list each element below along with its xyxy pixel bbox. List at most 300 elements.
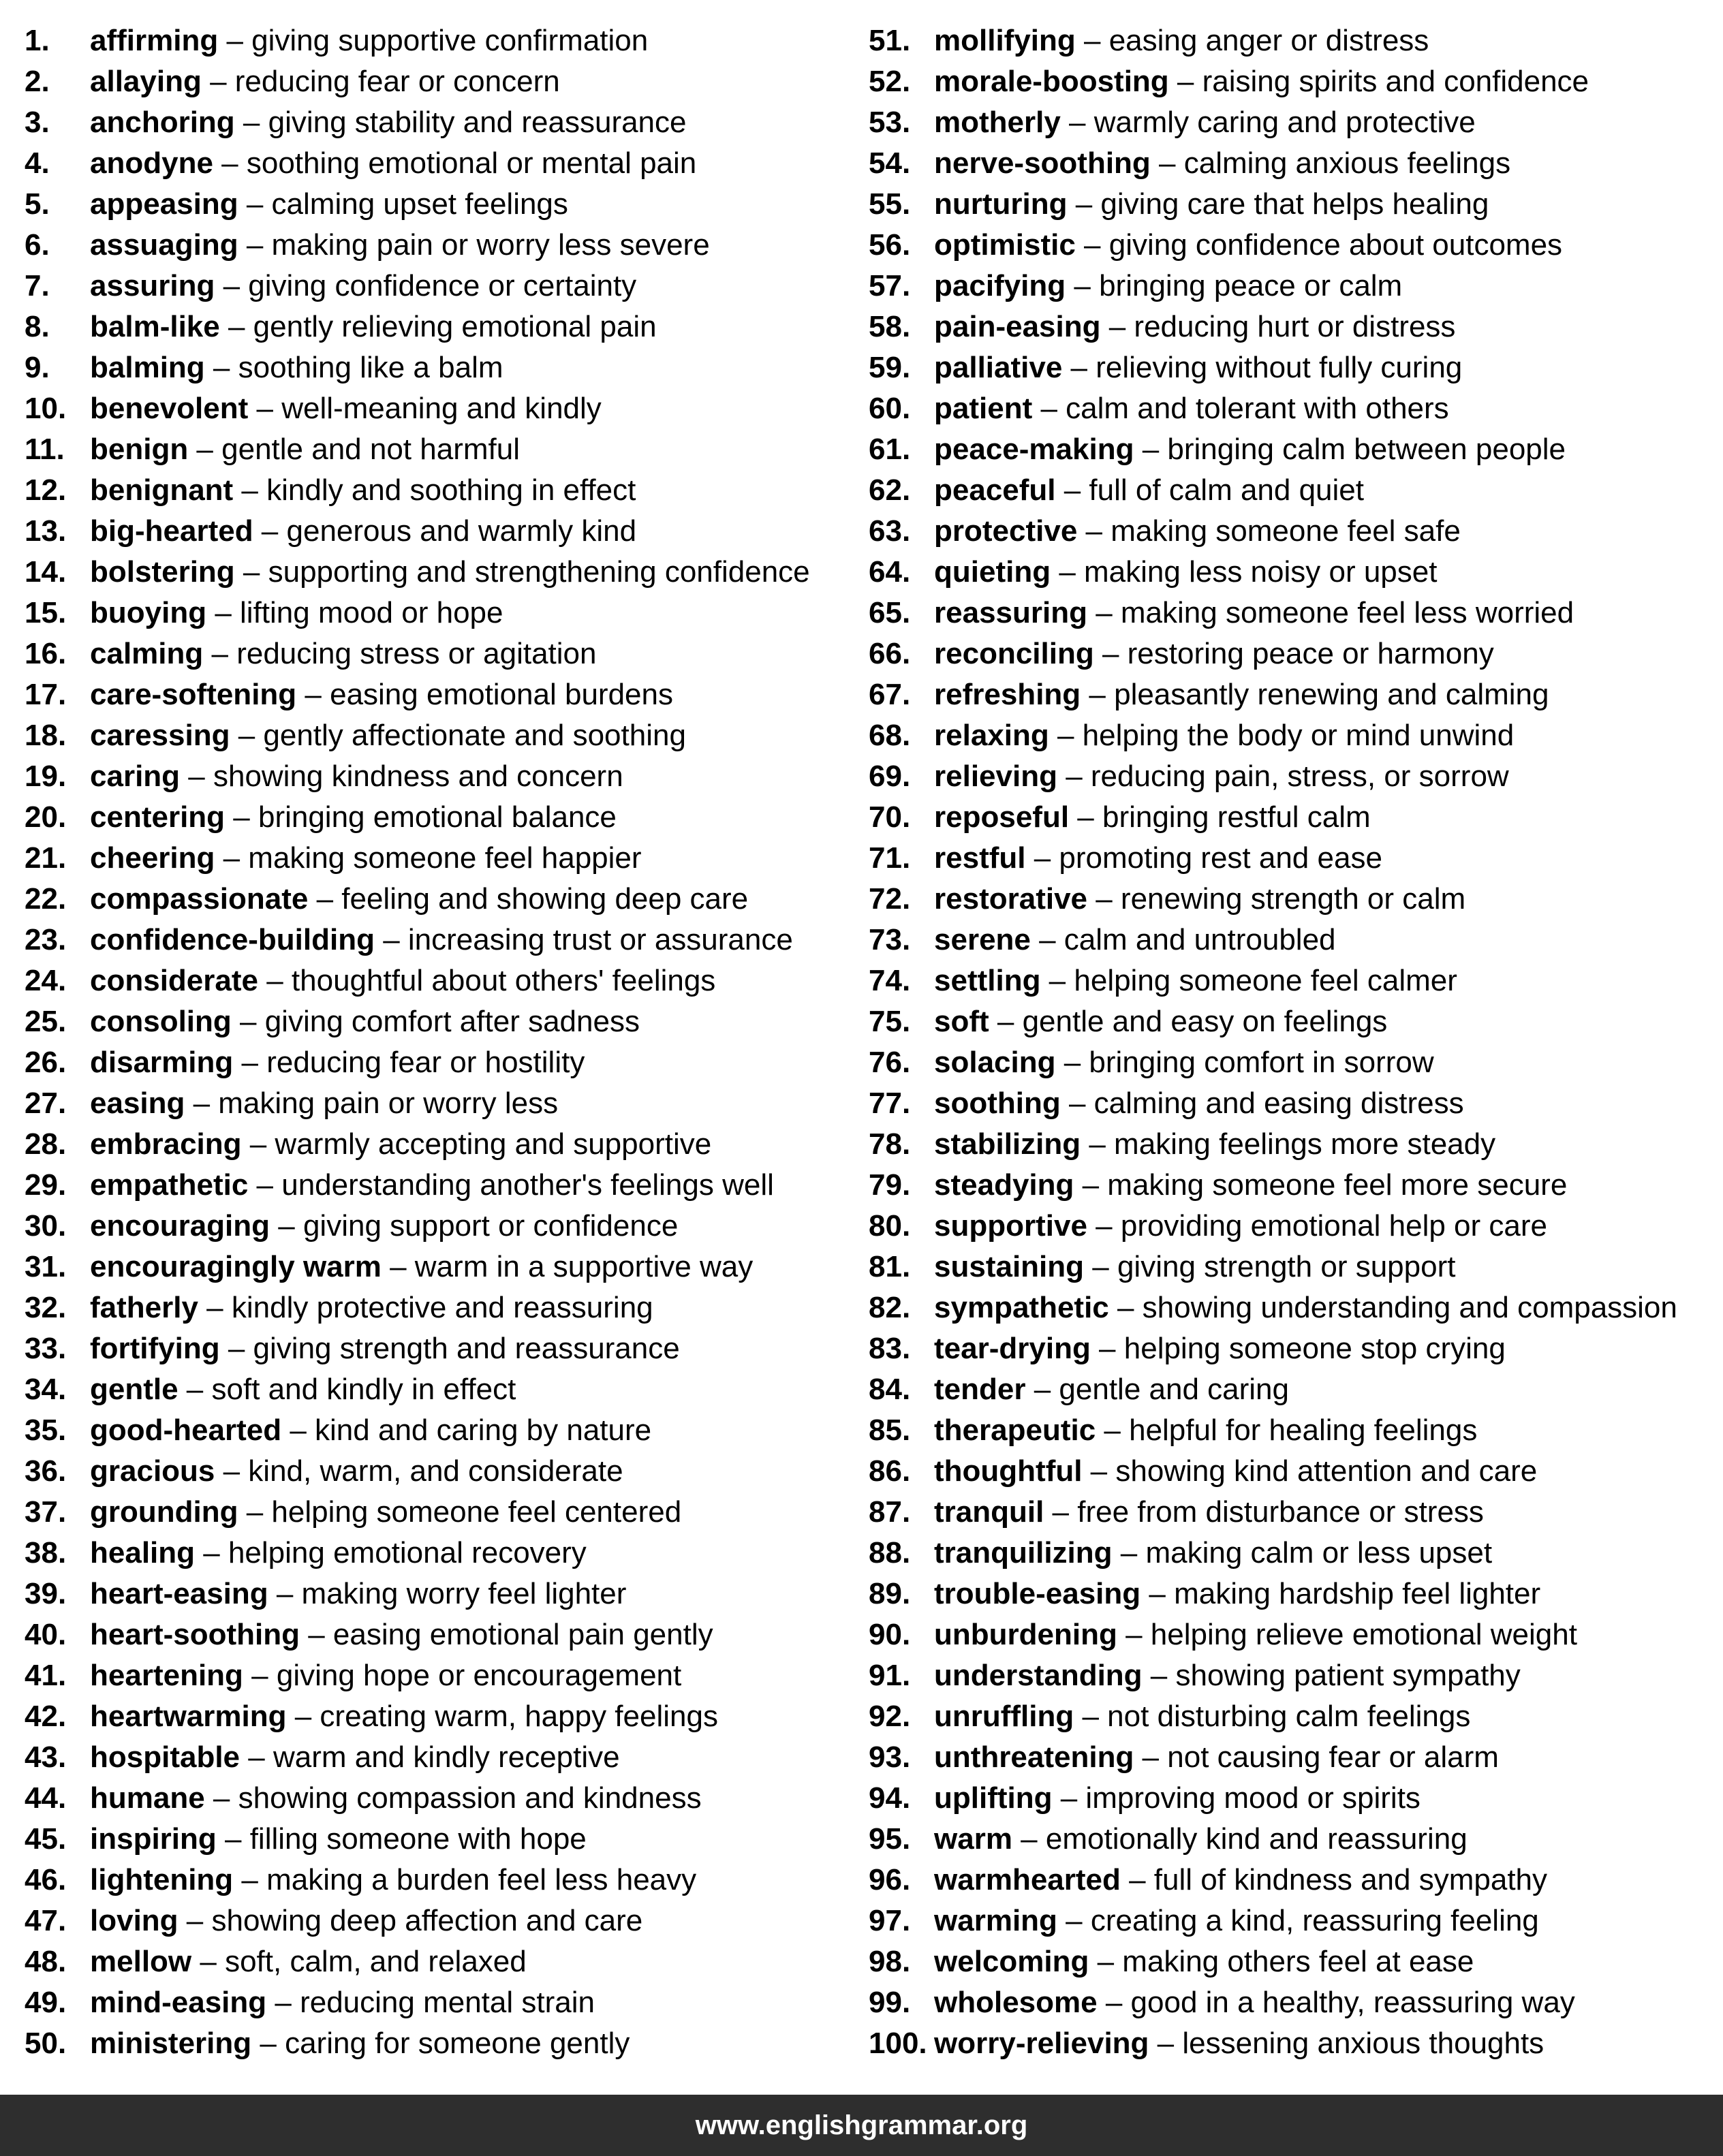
list-item-definition: – gentle and caring xyxy=(1025,1373,1289,1406)
list-item-word: easing xyxy=(90,1087,185,1120)
list-item-word: gentle xyxy=(90,1373,178,1406)
list-item-word: sympathetic xyxy=(934,1291,1109,1324)
list-item xyxy=(25,920,876,960)
list-item xyxy=(869,674,1720,715)
list-item-word: grounding xyxy=(90,1495,238,1529)
list-item-word: affirming xyxy=(90,24,219,57)
list-item-definition: – showing deep affection and care xyxy=(178,1904,643,1937)
list-item xyxy=(869,61,1720,102)
list-item xyxy=(25,1369,876,1410)
list-item-number: 75. xyxy=(869,1005,911,1038)
list-item-number: 26. xyxy=(25,1046,67,1079)
list-item-number: 71. xyxy=(869,841,911,875)
list-item xyxy=(869,1083,1720,1124)
list-item-number: 16. xyxy=(25,637,67,670)
list-item-number: 97. xyxy=(869,1904,911,1937)
list-item-number: 57. xyxy=(869,269,911,302)
list-item-word: trouble-easing xyxy=(934,1577,1141,1610)
list-item-number: 59. xyxy=(869,351,911,384)
list-item-definition: – bringing calm between people xyxy=(1134,433,1566,466)
list-item-definition: – making pain or worry less severe xyxy=(238,228,710,262)
list-item-number: 85. xyxy=(869,1413,911,1447)
list-item-word: hospitable xyxy=(90,1740,240,1774)
list-item-number: 35. xyxy=(25,1413,67,1447)
list-item-word: centering xyxy=(90,800,226,834)
list-item-definition: – reducing mental strain xyxy=(266,1986,595,2019)
list-item-word: unruffling xyxy=(934,1700,1074,1733)
list-item-definition: – filling someone with hope xyxy=(216,1822,587,1856)
list-item-number: 53. xyxy=(869,106,911,139)
list-item-number: 92. xyxy=(869,1700,911,1733)
list-item-number: 13. xyxy=(25,514,67,548)
list-item xyxy=(25,1533,876,1574)
list-item xyxy=(869,1492,1720,1533)
list-item-word: wholesome xyxy=(934,1986,1098,2019)
list-item xyxy=(25,307,876,347)
list-item-number: 30. xyxy=(25,1209,67,1243)
list-item xyxy=(869,920,1720,960)
list-item-word: tender xyxy=(934,1373,1026,1406)
list-item xyxy=(25,1696,876,1737)
list-item xyxy=(25,1083,876,1124)
list-item-number: 12. xyxy=(25,473,67,507)
list-item-definition: – understanding another's feelings well xyxy=(248,1168,774,1202)
list-item-definition: – kind, warm, and considerate xyxy=(215,1454,623,1488)
list-item-word: mollifying xyxy=(934,24,1076,57)
list-item xyxy=(869,1124,1720,1165)
list-item-word: heartwarming xyxy=(90,1700,287,1733)
list-item-number: 66. xyxy=(869,637,911,670)
list-item-definition: – making others feel at ease xyxy=(1089,1945,1474,1978)
list-item-word: encouragingly warm xyxy=(90,1250,382,1283)
list-item-number: 2. xyxy=(25,65,50,98)
list-item-number: 95. xyxy=(869,1822,911,1856)
list-item xyxy=(869,1819,1720,1860)
list-item-number: 55. xyxy=(869,187,911,221)
list-item-definition: – helping someone feel centered xyxy=(238,1495,682,1529)
list-item xyxy=(869,1941,1720,1982)
list-item xyxy=(869,1655,1720,1696)
list-item-number: 96. xyxy=(869,1863,911,1896)
list-item-word: reassuring xyxy=(934,596,1087,629)
list-item-number: 38. xyxy=(25,1536,67,1569)
list-item xyxy=(25,1124,876,1165)
list-item-word: peaceful xyxy=(934,473,1056,507)
list-item-word: stabilizing xyxy=(934,1127,1081,1161)
list-item xyxy=(25,429,876,470)
list-item-number: 11. xyxy=(25,433,65,466)
list-item-word: warm xyxy=(934,1822,1012,1856)
list-item-number: 86. xyxy=(869,1454,911,1488)
list-item-word: tranquilizing xyxy=(934,1536,1113,1569)
list-item-word: good-hearted xyxy=(90,1413,282,1447)
list-item-word: lightening xyxy=(90,1863,234,1896)
list-item-word: compassionate xyxy=(90,882,309,916)
list-item-word: calming xyxy=(90,637,204,670)
list-item-word: anodyne xyxy=(90,146,213,180)
list-item-definition: – warm and kindly receptive xyxy=(240,1740,620,1774)
list-item-definition: – reducing fear or concern xyxy=(201,65,560,98)
list-item-definition: – gentle and not harmful xyxy=(188,433,520,466)
list-item-word: sustaining xyxy=(934,1250,1085,1283)
list-item xyxy=(869,1165,1720,1206)
list-item xyxy=(25,347,876,388)
list-item-definition: – bringing restful calm xyxy=(1069,800,1371,834)
list-item xyxy=(869,1533,1720,1574)
list-item-definition: – providing emotional help or care xyxy=(1087,1209,1547,1243)
list-item-word: mellow xyxy=(90,1945,192,1978)
list-item-word: refreshing xyxy=(934,678,1081,711)
list-item xyxy=(25,879,876,920)
list-item-word: consoling xyxy=(90,1005,232,1038)
list-item-definition: – full of calm and quiet xyxy=(1055,473,1364,507)
list-item-definition: – raising spirits and confidence xyxy=(1168,65,1589,98)
list-item-word: restorative xyxy=(934,882,1088,916)
list-item-definition: – lifting mood or hope xyxy=(206,596,503,629)
list-item xyxy=(869,797,1720,838)
list-item-definition: – not disturbing calm feelings xyxy=(1074,1700,1471,1733)
list-item-word: fortifying xyxy=(90,1332,220,1365)
list-item-definition: – showing kindness and concern xyxy=(180,760,623,793)
list-item-number: 98. xyxy=(869,1945,911,1978)
list-item-number: 3. xyxy=(25,106,50,139)
list-item-number: 51. xyxy=(869,24,911,57)
list-item xyxy=(869,960,1720,1001)
list-item-definition: – improving mood or spirits xyxy=(1052,1781,1421,1815)
list-item-number: 99. xyxy=(869,1986,911,2019)
list-item-number: 21. xyxy=(25,841,67,875)
list-item-number: 41. xyxy=(25,1659,67,1692)
list-item-word: caressing xyxy=(90,719,230,752)
list-item-definition: – renewing strength or calm xyxy=(1087,882,1466,916)
list-item-definition: – easing emotional pain gently xyxy=(299,1618,713,1651)
list-item xyxy=(25,1001,876,1042)
list-item-definition: – warmly caring and protective xyxy=(1060,106,1476,139)
list-item-definition: – relieving without fully curing xyxy=(1062,351,1463,384)
list-item-number: 91. xyxy=(869,1659,911,1692)
list-item xyxy=(869,1696,1720,1737)
list-item xyxy=(25,1451,876,1492)
list-item xyxy=(25,1778,876,1819)
list-item-word: reconciling xyxy=(934,637,1094,670)
list-item xyxy=(25,715,876,756)
list-item xyxy=(25,1574,876,1614)
list-item-word: restful xyxy=(934,841,1026,875)
list-item-definition: – making feelings more steady xyxy=(1081,1127,1496,1161)
list-item xyxy=(25,797,876,838)
list-item-word: optimistic xyxy=(934,228,1076,262)
list-item-definition: – giving confidence or certainty xyxy=(215,269,637,302)
list-item-definition: – showing understanding and compassion xyxy=(1108,1291,1677,1324)
list-item-number: 49. xyxy=(25,1986,67,2019)
footer-website: www.englishgrammar.org xyxy=(0,2095,1723,2156)
list-item-number: 83. xyxy=(869,1332,911,1365)
list-item-number: 36. xyxy=(25,1454,67,1488)
list-item-definition: – promoting rest and ease xyxy=(1025,841,1382,875)
list-item-word: tranquil xyxy=(934,1495,1044,1529)
list-item xyxy=(869,388,1720,429)
list-item-number: 60. xyxy=(869,392,911,425)
list-item-word: uplifting xyxy=(934,1781,1053,1815)
list-item-word: quieting xyxy=(934,555,1051,589)
list-item-definition: – helping relieve emotional weight xyxy=(1117,1618,1577,1651)
list-item-number: 61. xyxy=(869,433,911,466)
list-item-definition: – giving confidence about outcomes xyxy=(1075,228,1563,262)
list-item-definition: – kindly protective and reassuring xyxy=(198,1291,653,1324)
list-item-definition: – calming anxious feelings xyxy=(1150,146,1511,180)
list-item xyxy=(869,1410,1720,1451)
list-item-definition: – making a burden feel less heavy xyxy=(233,1863,697,1896)
list-item-number: 67. xyxy=(869,678,911,711)
list-item xyxy=(869,143,1720,184)
list-item-word: therapeutic xyxy=(934,1413,1096,1447)
list-item-definition: – giving supportive confirmation xyxy=(218,24,649,57)
list-item-definition: – making less noisy or upset xyxy=(1051,555,1438,589)
list-item xyxy=(25,2023,876,2064)
list-item-definition: – making someone feel more secure xyxy=(1074,1168,1568,1202)
list-item xyxy=(869,2023,1720,2064)
list-item-definition: – showing kind attention and care xyxy=(1082,1454,1538,1488)
list-item xyxy=(869,756,1720,797)
list-item-definition: – helping someone feel calmer xyxy=(1040,964,1457,997)
list-item xyxy=(25,61,876,102)
list-item-definition: – giving comfort after sadness xyxy=(231,1005,640,1038)
list-item xyxy=(25,102,876,143)
list-item-number: 80. xyxy=(869,1209,911,1243)
list-item-word: caring xyxy=(90,760,181,793)
list-item-definition: – making worry feel lighter xyxy=(268,1577,627,1610)
list-item-word: worry-relieving xyxy=(934,2027,1149,2060)
list-item xyxy=(869,1778,1720,1819)
list-item-number: 24. xyxy=(25,964,67,997)
list-item-number: 93. xyxy=(869,1740,911,1774)
list-item-number: 28. xyxy=(25,1127,67,1161)
list-item-definition: – easing emotional burdens xyxy=(296,678,673,711)
list-item-word: encouraging xyxy=(90,1209,270,1243)
list-item xyxy=(869,470,1720,511)
list-item xyxy=(25,1819,876,1860)
list-item xyxy=(869,1574,1720,1614)
list-item xyxy=(869,347,1720,388)
list-item xyxy=(25,1287,876,1328)
list-item-definition: – bringing comfort in sorrow xyxy=(1055,1046,1434,1079)
list-item xyxy=(25,838,876,879)
list-item-number: 45. xyxy=(25,1822,67,1856)
list-item-number: 73. xyxy=(869,923,911,956)
list-item-number: 50. xyxy=(25,2027,67,2060)
list-item-number: 19. xyxy=(25,760,67,793)
list-item-definition: – showing patient sympathy xyxy=(1142,1659,1521,1692)
list-item xyxy=(869,1206,1720,1247)
word-list-column-left xyxy=(25,20,876,2064)
list-item-number: 90. xyxy=(869,1618,911,1651)
list-item xyxy=(25,266,876,307)
list-item xyxy=(25,1737,876,1778)
list-item xyxy=(869,511,1720,552)
list-item xyxy=(25,184,876,225)
list-item-word: embracing xyxy=(90,1127,242,1161)
list-item-definition: – soft and kindly in effect xyxy=(178,1373,516,1406)
list-item-word: heart-easing xyxy=(90,1577,268,1610)
list-item xyxy=(25,1042,876,1083)
list-item-definition: – bringing peace or calm xyxy=(1066,269,1403,302)
list-item-number: 54. xyxy=(869,146,911,180)
list-item-word: warmhearted xyxy=(934,1863,1121,1896)
list-item-definition: – soothing like a balm xyxy=(204,351,503,384)
list-item-number: 4. xyxy=(25,146,50,180)
list-item-definition: – warm in a supportive way xyxy=(381,1250,754,1283)
list-item-definition: – helpful for healing feelings xyxy=(1096,1413,1478,1447)
list-item-definition: – pleasantly renewing and calming xyxy=(1081,678,1549,711)
list-item-word: benignant xyxy=(90,473,234,507)
list-item-number: 32. xyxy=(25,1291,67,1324)
list-item-definition: – making calm or less upset xyxy=(1112,1536,1493,1569)
list-item-definition: – helping someone stop crying xyxy=(1090,1332,1506,1365)
list-item-word: inspiring xyxy=(90,1822,217,1856)
list-item-definition: – reducing stress or agitation xyxy=(203,637,597,670)
list-item xyxy=(869,1451,1720,1492)
list-item-word: patient xyxy=(934,392,1033,425)
list-item-definition: – soft, calm, and relaxed xyxy=(191,1945,527,1978)
list-item xyxy=(869,593,1720,634)
list-item-definition: – making someone feel less worried xyxy=(1087,596,1574,629)
list-item-word: welcoming xyxy=(934,1945,1089,1978)
list-item-definition: – helping emotional recovery xyxy=(195,1536,587,1569)
list-item-definition: – emotionally kind and reassuring xyxy=(1012,1822,1468,1856)
list-item-number: 44. xyxy=(25,1781,67,1815)
list-item-word: unthreatening xyxy=(934,1740,1134,1774)
list-item-word: peace-making xyxy=(934,433,1134,466)
list-item xyxy=(869,1737,1720,1778)
list-item-word: settling xyxy=(934,964,1041,997)
list-item xyxy=(25,1860,876,1901)
list-item-number: 100. xyxy=(869,2027,927,2060)
list-item-number: 88. xyxy=(869,1536,911,1569)
list-item xyxy=(869,307,1720,347)
list-item-number: 56. xyxy=(869,228,911,262)
list-item-number: 8. xyxy=(25,310,50,343)
list-item-word: warming xyxy=(934,1904,1057,1937)
list-item xyxy=(869,634,1720,674)
list-item xyxy=(869,1328,1720,1369)
list-item-word: benign xyxy=(90,433,189,466)
list-item-number: 14. xyxy=(25,555,67,589)
list-item xyxy=(25,511,876,552)
list-item-number: 1. xyxy=(25,24,50,57)
list-item-word: fatherly xyxy=(90,1291,198,1324)
list-item-definition: – giving hope or encouragement xyxy=(243,1659,682,1692)
list-item-number: 87. xyxy=(869,1495,911,1529)
list-item-word: relaxing xyxy=(934,719,1049,752)
list-item-word: assuaging xyxy=(90,228,238,262)
list-item-definition: – thoughtful about others' feelings xyxy=(258,964,716,997)
list-item-word: disarming xyxy=(90,1046,234,1079)
list-item-number: 9. xyxy=(25,351,50,384)
list-item-definition: – supporting and strengthening confidence xyxy=(234,555,810,589)
list-item xyxy=(25,20,876,61)
list-item-definition: – bringing emotional balance xyxy=(225,800,617,834)
list-item-definition: – generous and warmly kind xyxy=(253,514,637,548)
list-item xyxy=(869,1287,1720,1328)
list-item xyxy=(869,879,1720,920)
list-item-number: 20. xyxy=(25,800,67,834)
list-item xyxy=(25,1941,876,1982)
list-item-number: 81. xyxy=(869,1250,911,1283)
list-item-word: solacing xyxy=(934,1046,1056,1079)
list-item-word: care-softening xyxy=(90,678,297,711)
list-item-word: healing xyxy=(90,1536,196,1569)
list-item-number: 37. xyxy=(25,1495,67,1529)
list-item xyxy=(25,1206,876,1247)
list-item-number: 33. xyxy=(25,1332,67,1365)
list-item xyxy=(25,674,876,715)
list-item-definition: – full of kindness and sympathy xyxy=(1120,1863,1548,1896)
list-item-word: considerate xyxy=(90,964,258,997)
list-item-word: supportive xyxy=(934,1209,1087,1243)
list-item-number: 70. xyxy=(869,800,911,834)
list-item xyxy=(25,756,876,797)
list-item xyxy=(25,1614,876,1655)
list-item-definition: – creating a kind, reassuring feeling xyxy=(1057,1904,1539,1937)
list-item-definition: – showing compassion and kindness xyxy=(204,1781,702,1815)
list-item-number: 29. xyxy=(25,1168,67,1202)
list-item-number: 10. xyxy=(25,392,67,425)
list-item xyxy=(869,266,1720,307)
list-item-word: nurturing xyxy=(934,187,1068,221)
list-item-number: 69. xyxy=(869,760,911,793)
list-item-definition: – feeling and showing deep care xyxy=(308,882,749,916)
list-item-word: pacifying xyxy=(934,269,1066,302)
list-item xyxy=(25,1492,876,1533)
list-item-definition: – making someone feel happier xyxy=(215,841,642,875)
list-item-definition: – lessening anxious thoughts xyxy=(1149,2027,1545,2060)
list-item-definition: – free from disturbance or stress xyxy=(1044,1495,1484,1529)
list-item-word: morale-boosting xyxy=(934,65,1169,98)
list-item-word: relieving xyxy=(934,760,1057,793)
list-item-number: 79. xyxy=(869,1168,911,1202)
list-item-definition: – giving support or confidence xyxy=(270,1209,679,1243)
list-item-number: 52. xyxy=(869,65,911,98)
list-item xyxy=(25,225,876,266)
list-item-definition: – caring for someone gently xyxy=(251,2027,630,2060)
list-item-word: heartening xyxy=(90,1659,243,1692)
list-item xyxy=(869,102,1720,143)
list-item-definition: – soothing emotional or mental pain xyxy=(213,146,697,180)
list-item-number: 82. xyxy=(869,1291,911,1324)
list-item-word: motherly xyxy=(934,106,1061,139)
list-item-word: appeasing xyxy=(90,187,238,221)
list-item-number: 64. xyxy=(869,555,911,589)
list-item-number: 43. xyxy=(25,1740,67,1774)
list-item-word: confidence-building xyxy=(90,923,375,956)
list-item xyxy=(869,838,1720,879)
list-item-number: 74. xyxy=(869,964,911,997)
list-item xyxy=(25,634,876,674)
list-item xyxy=(869,20,1720,61)
list-item-number: 22. xyxy=(25,882,67,916)
list-item-word: cheering xyxy=(90,841,215,875)
list-item-number: 72. xyxy=(869,882,911,916)
list-item-number: 77. xyxy=(869,1087,911,1120)
list-item-definition: – reducing hurt or distress xyxy=(1100,310,1456,343)
list-item-word: humane xyxy=(90,1781,205,1815)
list-item-number: 7. xyxy=(25,269,50,302)
list-item-word: heart-soothing xyxy=(90,1618,300,1651)
list-item-word: steadying xyxy=(934,1168,1074,1202)
list-item-word: soothing xyxy=(934,1087,1061,1120)
list-item xyxy=(25,388,876,429)
list-item-number: 6. xyxy=(25,228,50,262)
